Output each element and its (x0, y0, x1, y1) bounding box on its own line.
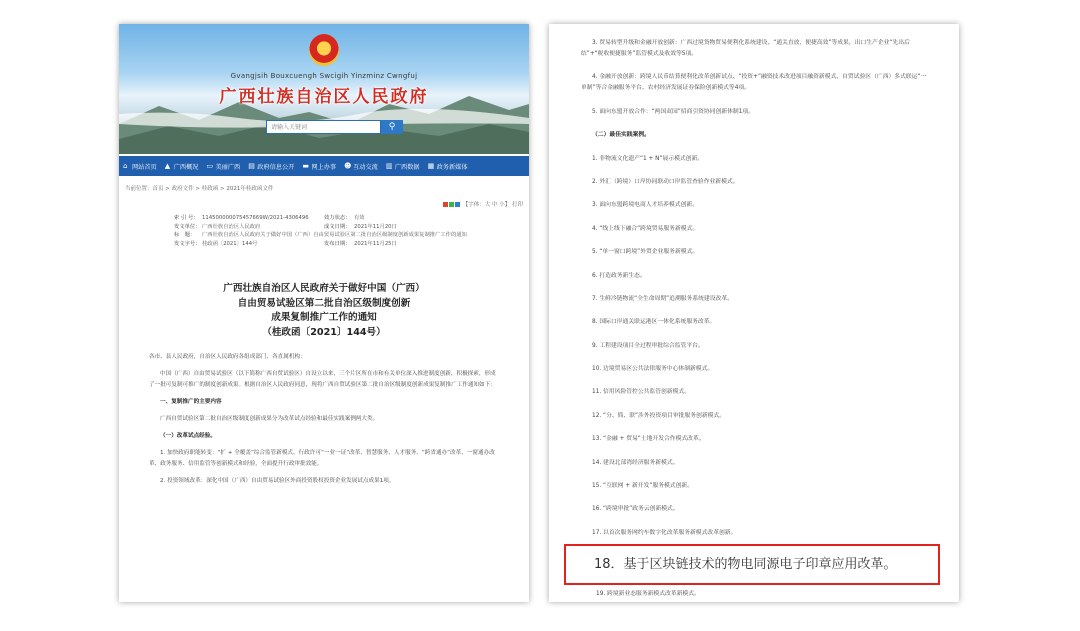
list-item: 5. “单一窗口跨境”外贸企业服务新模式。 (592, 249, 699, 256)
font-size-and-print[interactable]: 【字体：大 中 小】 打印 (462, 202, 523, 208)
document-title: 广西壮族自治区人民政府关于做好中国（广西） 自由贸易试验区第二批自治区级制度创新 成果复制推广工作的通知 （桂政函〔2021〕144号） (223, 283, 425, 338)
share-qzone-icon[interactable] (455, 202, 460, 207)
search-input[interactable]: 请输入关键词 (266, 120, 381, 134)
chart-icon: ▥ (385, 162, 393, 170)
search-button[interactable]: ⚲ (381, 120, 403, 134)
list-item: 15. “互联网 + 新开发”服务模式创新。 (592, 483, 693, 490)
list-item: 17. 以首次服务网约车数字化改革服务新模式改革创新。 (592, 529, 737, 536)
meta-row: 发文字号： 桂政函〔2021〕144号 发布日期： 2021年11月25日 (174, 240, 397, 247)
share-wechat-icon[interactable] (449, 202, 454, 207)
section-text: 广西自贸试验区第二批自治区级制度创新成果分为改革试点经验和最佳实践案例两大类。 (160, 416, 379, 422)
subsection-heading: （二）最佳实践案例。 (592, 132, 650, 139)
list-item: 4. 金融开放创新：跨境人民币结算便利化改革创新试点、“投资+”融资技术改进项目融资新模式、自贸试验区（广西）多式联运“一单制”等合金融服务平台、农村经济发展证券保险创新模式等4项。 (581, 74, 927, 92)
share-weibo-icon[interactable] (443, 202, 448, 207)
highlighted-item: 18．基于区块链技术的物电同源电子印章应用改革。 (594, 557, 897, 572)
site-banner (119, 24, 529, 154)
site-title: 广西壮族自治区人民政府 (219, 87, 429, 107)
list-item: 3. 贸易转型升级和金融开放创新：广西过境货物贸易便利化系统建设、“通关直放、便捷高效”等成果，出口生产企业“先出后结”+“税收便捷服务”监管模式及收效等5项。 (581, 40, 910, 57)
intro-paragraph: 中国（广西）自由贸易试验区（以下简称广西自贸试验区）自设立以来，三个片区所在市和有关单位深入推进制度创新，积极探索，形成了一批可复制可推广的制度创新成果。根据自治区人民政府同意，现将广西自贸试验区第二批自治区级制度创新成果复制推广工作通知如下： (149, 371, 496, 388)
nav-item-home[interactable]: ⌂ 网站首页 (123, 162, 157, 171)
list-item: 1. 非物流文化遗产“1 + N”展示模式创新。 (592, 155, 704, 162)
list-item: 10. 边境贸易区公共法律服务中心体制新模式。 (592, 366, 714, 373)
nav-item-beautiful[interactable]: ▭ 美丽广西 (206, 162, 241, 171)
nav-item-media[interactable]: ▦ 政务新媒体 (427, 162, 468, 171)
document-icon: ▤ (248, 162, 255, 170)
list-item: 7. 生鲜冷链物流“全生命周期”追溯服务系统建设改革。 (592, 295, 733, 302)
meta-row: 标 题： 广西壮族自治区人民政府关于做好中国（广西）自由贸易试验区第二批自治区级制度创新成果复制推广工作的通知 (174, 232, 467, 238)
home-icon: ⌂ (123, 162, 128, 170)
list-item: 5. 面向东盟开放合作：“两国双园”招商引资协同创新体制1项。 (592, 108, 754, 115)
media-icon: ▦ (427, 162, 435, 170)
document-meta (174, 214, 514, 248)
meta-row: 发文单位： 广西壮族自治区人民政府 成文日期： 2021年11月20日 (174, 223, 397, 230)
nav-item-online[interactable]: ▬ 网上办事 (302, 162, 337, 171)
people-icon: ☻ (344, 162, 352, 170)
list-item: 9. 工程建设项目全过程审批综合监管平台。 (592, 342, 704, 349)
national-emblem-icon (309, 34, 339, 66)
list-item: 4. “线上线下融合”跨境贸易服务新模式。 (592, 225, 699, 232)
mountain-icon: ▲ (164, 162, 171, 170)
left-document-page (119, 24, 529, 602)
list-item: 11. 信用风险管控公共监管创新模式。 (592, 389, 691, 396)
list-item: 2. 外汇（跨境）口岸协同联动口岸监管查验作业新模式。 (592, 178, 739, 185)
document-body (149, 352, 499, 493)
list-item: 14. 建设北部湾经济服务新模式。 (592, 459, 679, 466)
main-nav (119, 156, 529, 176)
list-item: 2. 投资领域改革：深化中国（广西）自由贸易试验区外商投资股权投资企业发展试点成果1项。 (160, 478, 395, 484)
meta-row: 索 引 号： 114500000075457669W/2021-4306496 效力状态： 有效 (174, 215, 365, 221)
list-item: 8. 国际口岸通关联运港区一体化系统服务改革。 (592, 319, 716, 326)
document-body-continued (581, 38, 931, 551)
list-item: 16. “跨境审批”政务云创新模式。 (592, 506, 679, 513)
right-document-page (549, 24, 959, 602)
nav-item-data[interactable]: ▥ 广西数据 (385, 162, 420, 171)
picture-icon: ▭ (206, 162, 214, 170)
nav-item-info[interactable]: ▤ 政府信息公开 (248, 162, 295, 171)
list-item: 3. 面向东盟跨境电商人才培养模式创新。 (592, 202, 698, 209)
list-item: 6. 打造政务新生态。 (592, 272, 646, 279)
subsection-heading: （一）改革试点经验。 (160, 433, 216, 439)
monitor-icon: ▬ (302, 162, 309, 170)
section-heading: 一、复制推广的主要内容 (160, 399, 222, 405)
nav-item-interact[interactable]: ☻ 互动交流 (344, 162, 378, 171)
salutation: 各市、县人民政府，自治区人民政府各组成部门、各直属机构： (149, 354, 306, 360)
site-pinyin: Gvangjsih Bouxcuengh Swcigih Yinzminz Cwngfuj (230, 72, 418, 80)
list-item: 13. “金融 + 贸易”土地开发合作模式改革。 (592, 436, 705, 443)
nav-item-overview[interactable]: ▲ 广西概况 (164, 162, 199, 171)
page-tools (443, 200, 523, 208)
list-item: 19. 跨境新业态服务新模式改革新模式。 (596, 591, 700, 597)
breadcrumb[interactable]: 当前位置：首页 > 政府文件 > 桂政函 > 2021年桂政函文件 (125, 186, 274, 192)
list-item: 12. “分、简、联”涉外投资项目审批服务创新模式。 (592, 412, 726, 419)
list-item: 1. 加快政府职能转变：“扩 + 全覆盖”综合监管新模式、行政许可“一业一证”改革、智慧服务、人才服务、“跨省通办”改革、一窗通办改革、政务服务、信用监管等创新模式和经验，全面提升行政审批效能。 (149, 450, 495, 467)
